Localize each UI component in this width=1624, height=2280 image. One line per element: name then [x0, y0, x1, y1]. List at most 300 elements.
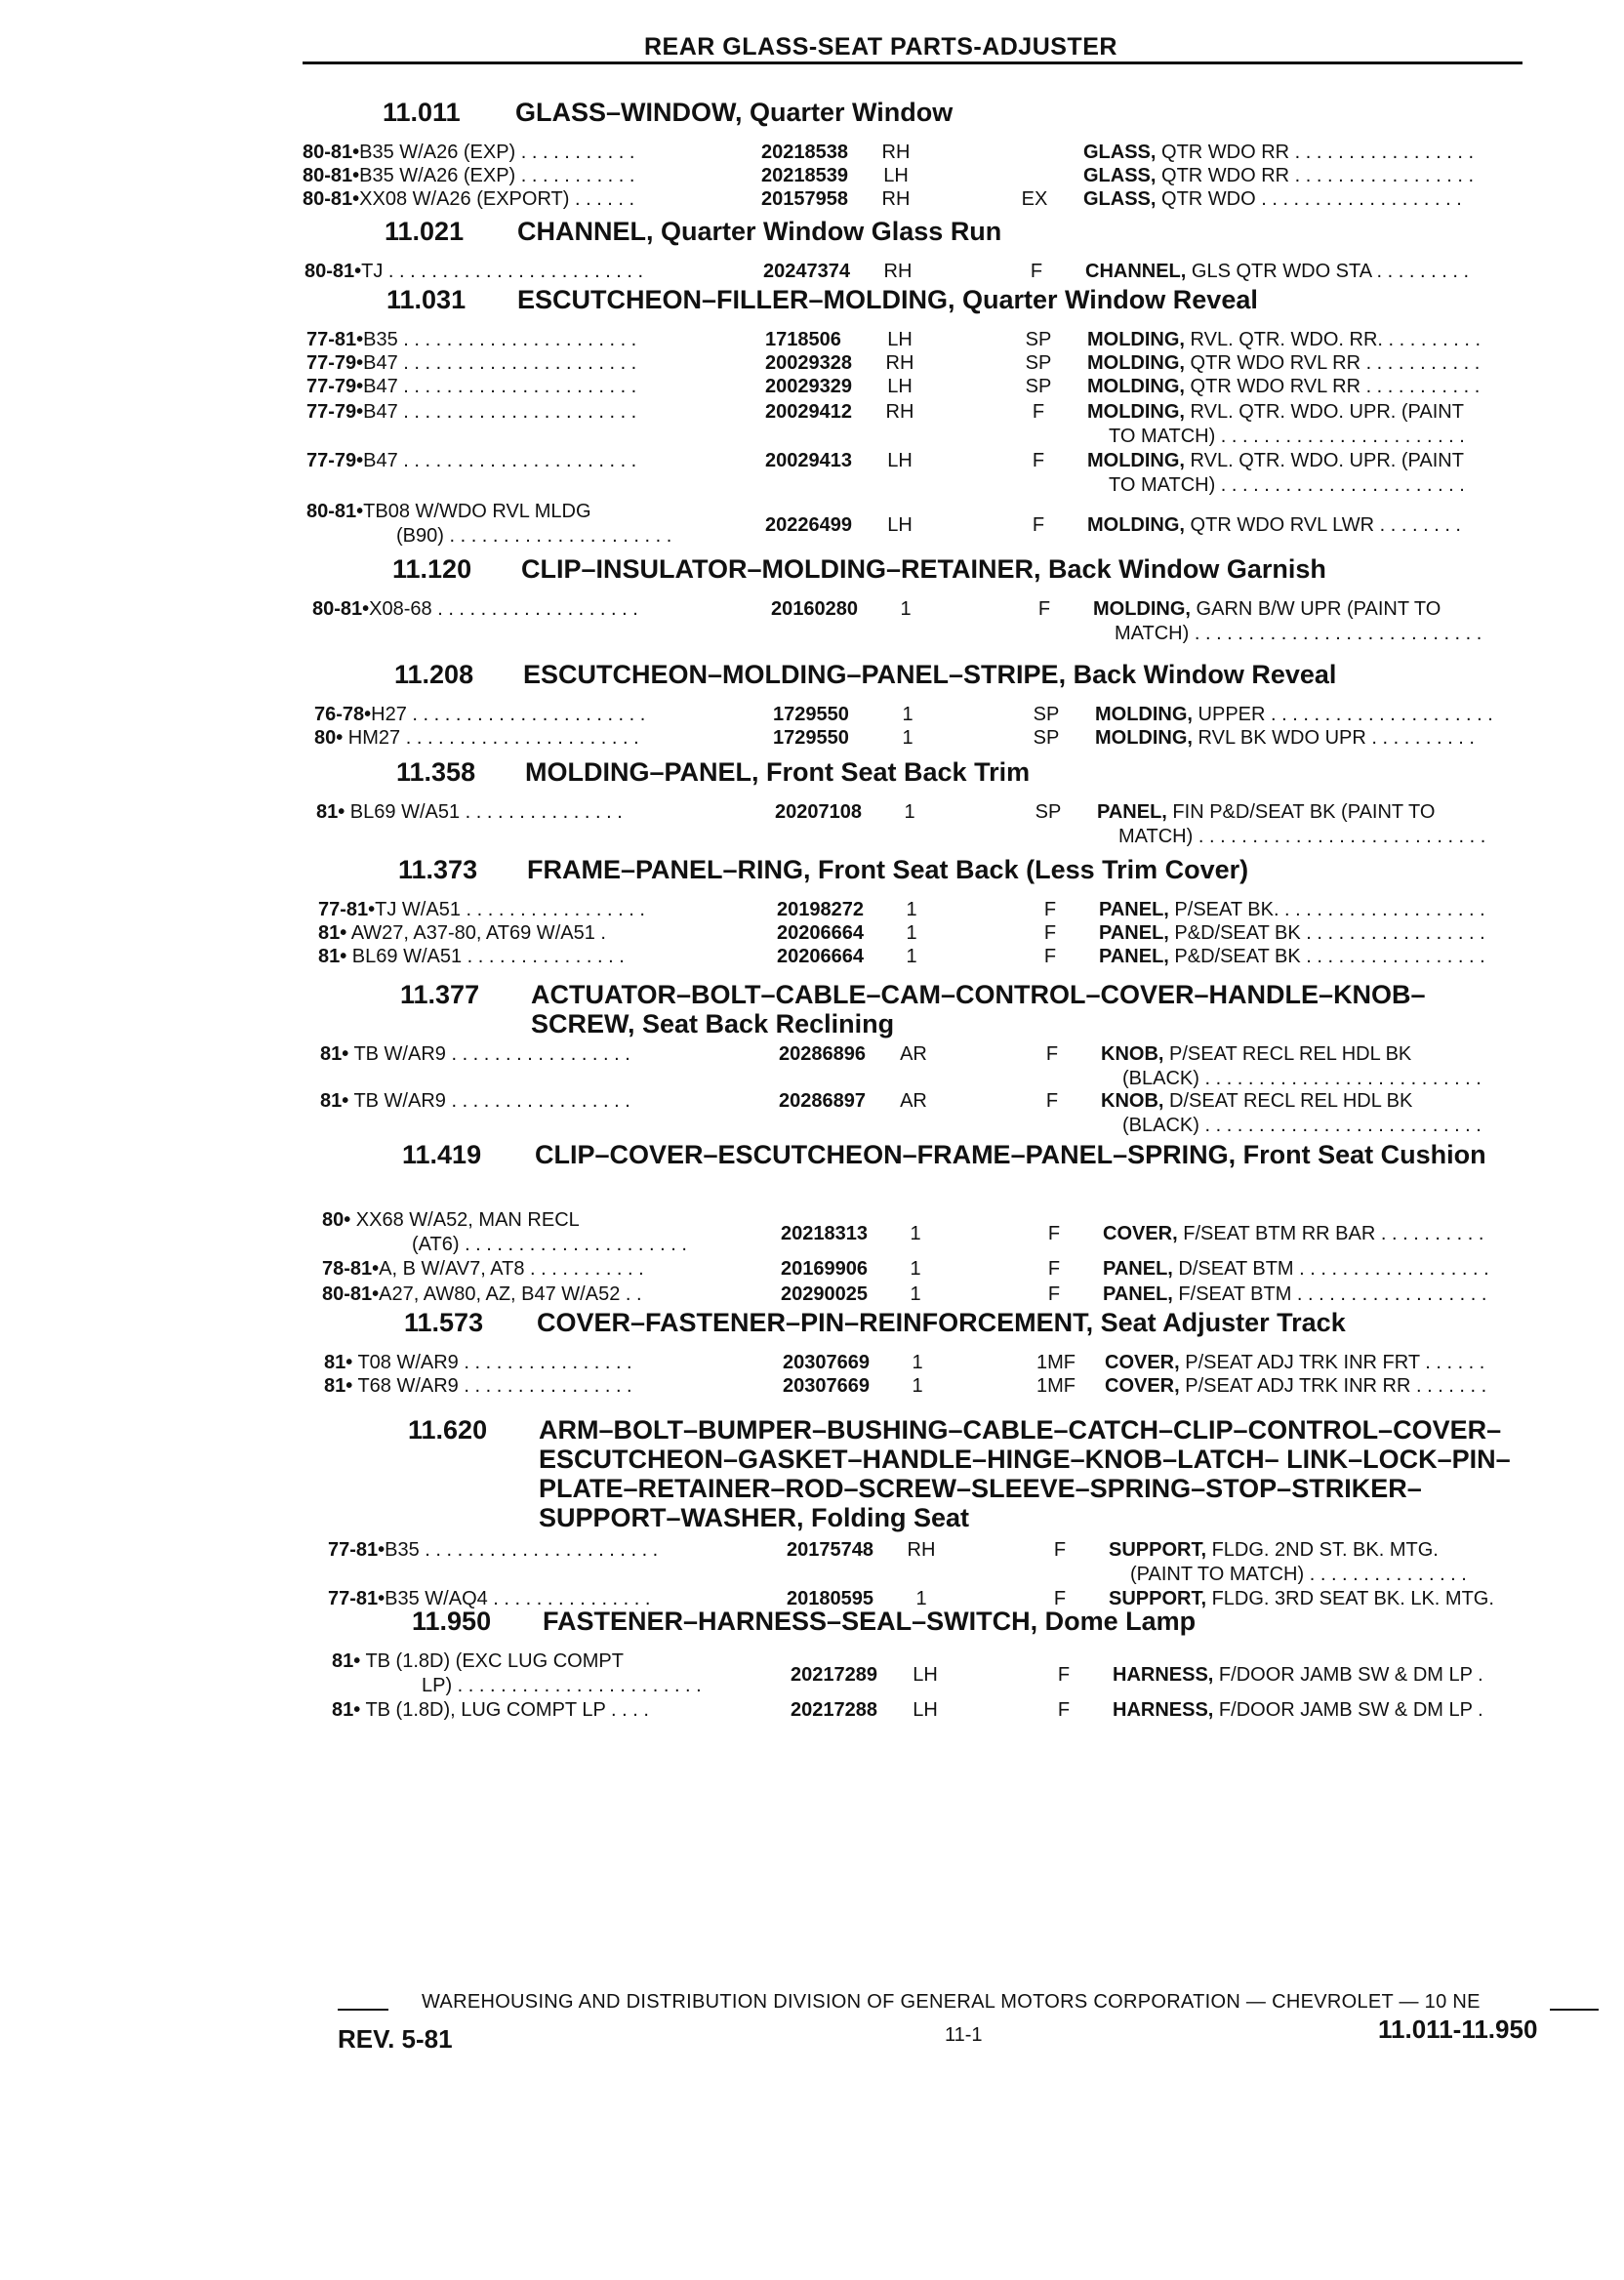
footer-division: WAREHOUSING AND DISTRIBUTION DIVISION OF GENERAL MOTORS CORPORATION — CHEVROLET — 10 NE — [422, 1991, 1481, 2013]
model-year: 80-81• — [303, 165, 360, 186]
part-number: 20180595 — [787, 1588, 873, 1609]
quantity: LH — [887, 329, 913, 350]
model-application — [306, 500, 751, 549]
model-line: 80-81•A27, AW80, AZ, B47 W/A52 . . — [322, 1283, 642, 1305]
model-application — [303, 141, 747, 165]
description-line: SUPPORT, FLDG. 3RD SEAT BK. LK. MTG. — [1109, 1588, 1494, 1609]
model-year: 80-81• — [322, 1283, 380, 1305]
part-row — [0, 1208, 1624, 1255]
section-title: CLIP–COVER–ESCUTCHEON–FRAME–PANEL–SPRING, Front Seat Cushion — [535, 1140, 1486, 1169]
quantity: LH — [883, 165, 909, 186]
description-line: COVER, P/SEAT ADJ TRK INR FRT . . . . . . — [1105, 1352, 1485, 1373]
part-number: 20226499 — [765, 514, 852, 536]
part-description — [1095, 726, 1583, 751]
part-description — [1083, 164, 1571, 188]
quantity: AR — [900, 1090, 927, 1112]
description-line: GLASS, QTR WDO RR . . . . . . . . . . . . . . . . . — [1083, 165, 1475, 186]
source-code: F — [1030, 261, 1043, 282]
part-description — [1087, 400, 1575, 449]
model-year: 81• — [318, 946, 347, 967]
model-line: 77-81•B35 . . . . . . . . . . . . . . . . . . . . . . — [328, 1539, 659, 1561]
description-keyword: MOLDING, — [1087, 450, 1185, 471]
source-code: F — [1032, 450, 1045, 471]
model-application — [318, 898, 762, 922]
model-line: 80-81•TB08 W/WDO RVL MLDG — [306, 501, 591, 522]
description-line: PANEL, FIN P&D/SEAT BK (PAINT TO — [1097, 801, 1436, 823]
description-keyword: GLASS, — [1083, 165, 1157, 186]
model-application — [322, 1208, 766, 1257]
model-line: 80-81•B35 W/A26 (EXP) . . . . . . . . . . . — [303, 165, 635, 186]
description-line: MOLDING, QTR WDO RVL LWR . . . . . . . . — [1087, 514, 1461, 536]
model-year: 81• — [320, 1043, 349, 1065]
section-number: 11.031 — [386, 285, 467, 314]
description-keyword: PANEL, — [1103, 1258, 1173, 1280]
part-row — [0, 726, 1624, 750]
description-keyword: MOLDING, — [1095, 727, 1193, 749]
model-year: 80• — [314, 727, 344, 749]
part-description — [1109, 1538, 1597, 1587]
description-line: GLASS, QTR WDO RR . . . . . . . . . . . . . . . . . — [1083, 142, 1475, 163]
part-row — [0, 351, 1624, 375]
description-line: MATCH) . . . . . . . . . . . . . . . . . . . . . . . . . . . — [1118, 826, 1486, 847]
description-line: PANEL, P&D/SEAT BK . . . . . . . . . . . . . . . . . — [1099, 922, 1485, 944]
model-line: 81• BL69 W/A51 . . . . . . . . . . . . . . . — [318, 946, 625, 967]
section-range: 11.011-11.950 — [1378, 2015, 1538, 2044]
part-description — [1095, 703, 1583, 727]
source-code: SP — [1025, 376, 1052, 397]
part-description — [1099, 898, 1587, 922]
model-year: 77-79• — [306, 450, 364, 471]
description-line: PANEL, P/SEAT BK. . . . . . . . . . . . . . . . . . . . — [1099, 899, 1485, 920]
description-line: MOLDING, RVL BK WDO UPR . . . . . . . . . . — [1095, 727, 1475, 749]
quantity: 1 — [902, 704, 914, 725]
description-line: MOLDING, RVL. QTR. WDO. RR. . . . . . . . . . — [1087, 329, 1481, 350]
model-line: 77-79•B47 . . . . . . . . . . . . . . . . . . . . . . — [306, 450, 637, 471]
section-title: ESCUTCHEON–FILLER–MOLDING, Quarter Window Reveal — [517, 285, 1258, 314]
quantity: LH — [913, 1664, 938, 1686]
part-row — [0, 945, 1624, 968]
section-title: ACTUATOR–BOLT–CABLE–CAM–CONTROL–COVER–HANDLE–KNOB–SCREW, Seat Back Reclining — [531, 980, 1426, 1038]
section-number: 11.620 — [408, 1415, 488, 1445]
part-number: 20286896 — [779, 1043, 866, 1065]
part-row — [0, 597, 1624, 644]
description-line: CHANNEL, GLS QTR WDO STA . . . . . . . . . — [1085, 261, 1470, 282]
model-line: 80-81•X08-68 . . . . . . . . . . . . . . . . . . . — [312, 598, 638, 620]
section-number: 11.120 — [392, 554, 472, 584]
part-description — [1113, 1663, 1601, 1688]
part-description — [1113, 1698, 1601, 1723]
description-line: (BLACK) . . . . . . . . . . . . . . . . . . . . . . . . . . — [1122, 1068, 1482, 1089]
part-number: 20206664 — [777, 922, 864, 944]
model-year: 80• — [322, 1209, 351, 1231]
model-line: 81• TB W/AR9 . . . . . . . . . . . . . . . . . — [320, 1043, 630, 1065]
quantity: 1 — [915, 1588, 927, 1609]
model-line: 77-81•B35 . . . . . . . . . . . . . . . . . . . . . . — [306, 329, 637, 350]
model-line: 80-81•XX08 W/A26 (EXPORT) . . . . . . — [303, 188, 635, 210]
part-row — [0, 1257, 1624, 1281]
quantity: 1 — [910, 1283, 921, 1305]
part-number: 20029328 — [765, 352, 852, 374]
part-description — [1087, 513, 1575, 538]
model-application — [306, 449, 751, 473]
section-title: MOLDING–PANEL, Front Seat Back Trim — [525, 757, 1031, 787]
description-keyword: KNOB, — [1101, 1043, 1164, 1065]
model-year: 81• — [324, 1375, 353, 1397]
model-line: 80• XX68 W/A52, MAN RECL — [322, 1209, 580, 1231]
part-description — [1099, 921, 1587, 946]
model-application — [303, 164, 747, 188]
description-line: MOLDING, RVL. QTR. WDO. UPR. (PAINT — [1087, 450, 1464, 471]
model-year: 77-79• — [306, 352, 364, 374]
part-row — [0, 164, 1624, 187]
section-number: 11.011 — [383, 98, 461, 127]
title-rule — [303, 61, 1522, 64]
quantity: 1 — [906, 946, 917, 967]
quantity: LH — [887, 376, 913, 397]
quantity: 1 — [906, 922, 917, 944]
model-year: 78-81• — [322, 1258, 380, 1280]
model-line: (B90) . . . . . . . . . . . . . . . . . . . . . — [396, 525, 672, 547]
description-keyword: SUPPORT, — [1109, 1539, 1207, 1561]
model-line: 81• TB W/AR9 . . . . . . . . . . . . . . . . . — [320, 1090, 630, 1112]
model-application — [316, 800, 760, 825]
model-application — [314, 703, 758, 727]
description-keyword: COVER, — [1105, 1375, 1180, 1397]
section-title: FRAME–PANEL–RING, Front Seat Back (Less Trim Cover) — [527, 855, 1249, 884]
model-application — [312, 597, 756, 622]
model-application — [306, 328, 751, 352]
part-number: 20160280 — [771, 598, 858, 620]
model-line: 81• BL69 W/A51 . . . . . . . . . . . . . . . — [316, 801, 623, 823]
part-row — [0, 328, 1624, 351]
model-line: 77-81•B35 W/AQ4 . . . . . . . . . . . . . . . — [328, 1588, 651, 1609]
model-year: 81• — [316, 801, 345, 823]
section-number: 11.377 — [400, 980, 480, 1009]
part-row — [0, 1351, 1624, 1374]
part-description — [1105, 1351, 1593, 1375]
model-year: 77-81• — [318, 899, 376, 920]
source-code: EX — [1021, 188, 1048, 210]
part-number: 20218538 — [761, 142, 848, 163]
model-application — [332, 1698, 776, 1723]
part-row — [0, 1538, 1624, 1585]
source-code: F — [1057, 1664, 1071, 1686]
section-title: ESCUTCHEON–MOLDING–PANEL–STRIPE, Back Window Reveal — [523, 660, 1337, 689]
description-keyword: KNOB, — [1101, 1090, 1164, 1112]
part-number: 20307669 — [783, 1352, 870, 1373]
model-year: 81• — [320, 1090, 349, 1112]
model-line: 78-81•A, B W/AV7, AT8 . . . . . . . . . . . — [322, 1258, 644, 1280]
quantity: 1 — [912, 1375, 923, 1397]
description-keyword: MOLDING, — [1087, 514, 1185, 536]
model-application — [322, 1257, 766, 1282]
part-row — [0, 449, 1624, 496]
model-year: 80-81• — [312, 598, 370, 620]
model-application — [320, 1042, 764, 1067]
section-title: FASTENER–HARNESS–SEAL–SWITCH, Dome Lamp — [543, 1607, 1197, 1636]
description-line: MOLDING, QTR WDO RVL RR . . . . . . . . . . . — [1087, 352, 1481, 374]
part-description — [1093, 597, 1581, 646]
part-description — [1103, 1222, 1591, 1246]
part-description — [1083, 141, 1571, 165]
source-code: SP — [1025, 329, 1052, 350]
section-title: CLIP–INSULATOR–MOLDING–RETAINER, Back Window Garnish — [521, 554, 1326, 584]
section-number: 11.419 — [402, 1140, 482, 1169]
part-row — [0, 800, 1624, 847]
section-number: 11.358 — [396, 757, 476, 787]
quantity: 1 — [910, 1258, 921, 1280]
page-title: REAR GLASS-SEAT PARTS-ADJUSTER — [644, 33, 1117, 61]
description-keyword: PANEL, — [1103, 1283, 1173, 1305]
source-code: SP — [1025, 352, 1052, 374]
part-row — [0, 375, 1624, 398]
model-line: 81• T68 W/AR9 . . . . . . . . . . . . . . . . — [324, 1375, 632, 1397]
part-number: 20029329 — [765, 376, 852, 397]
quantity: RH — [881, 142, 911, 163]
model-application — [318, 945, 762, 969]
revision-label: REV. 5-81 — [338, 2024, 453, 2054]
description-line: PANEL, F/SEAT BTM . . . . . . . . . . . . . . . . . . — [1103, 1283, 1487, 1305]
description-line: (PAINT TO MATCH) . . . . . . . . . . . . . . . — [1130, 1564, 1467, 1585]
model-year: 76-78• — [314, 704, 372, 725]
description-keyword: COVER, — [1103, 1223, 1178, 1244]
description-line: MOLDING, UPPER . . . . . . . . . . . . . . . . . . . . . — [1095, 704, 1493, 725]
source-code: F — [1045, 1090, 1059, 1112]
model-application — [306, 375, 751, 399]
part-description — [1101, 1042, 1589, 1091]
part-number: 20218539 — [761, 165, 848, 186]
model-application — [332, 1649, 776, 1698]
quantity: RH — [881, 188, 911, 210]
model-year: 77-79• — [306, 401, 364, 423]
model-year: 81• — [318, 922, 347, 944]
description-line: KNOB, P/SEAT RECL REL HDL BK — [1101, 1043, 1412, 1065]
quantity: AR — [900, 1043, 927, 1065]
part-description — [1083, 187, 1571, 212]
model-line: 76-78•H27 . . . . . . . . . . . . . . . . . . . . . . — [314, 704, 646, 725]
model-application — [304, 260, 749, 284]
page-number: 11-1 — [945, 2024, 983, 2046]
description-keyword: PANEL, — [1099, 922, 1169, 944]
model-line: 80-81•B35 W/A26 (EXP) . . . . . . . . . . . — [303, 142, 635, 163]
model-line: 77-79•B47 . . . . . . . . . . . . . . . . . . . . . . — [306, 401, 637, 423]
part-description — [1087, 328, 1575, 352]
description-keyword: PANEL, — [1097, 801, 1167, 823]
description-line: MOLDING, QTR WDO RVL RR . . . . . . . . . . . — [1087, 376, 1481, 397]
description-keyword: PANEL, — [1099, 899, 1169, 920]
source-code: F — [1053, 1588, 1067, 1609]
source-code: 1MF — [1036, 1375, 1076, 1397]
quantity: RH — [907, 1539, 936, 1561]
part-row — [0, 1089, 1624, 1136]
part-number: 20217288 — [791, 1699, 877, 1721]
source-code: F — [1043, 922, 1057, 944]
description-keyword: GLASS, — [1083, 142, 1157, 163]
quantity: 1 — [900, 598, 912, 620]
source-code: F — [1047, 1223, 1061, 1244]
part-row — [0, 921, 1624, 945]
source-code: F — [1043, 946, 1057, 967]
model-line: 80• HM27 . . . . . . . . . . . . . . . . . . . . . . — [314, 727, 639, 749]
description-line: TO MATCH) . . . . . . . . . . . . . . . . . . . . . . . — [1109, 474, 1465, 496]
part-number: 20247374 — [763, 261, 850, 282]
quantity: RH — [883, 261, 913, 282]
quantity: 1 — [904, 801, 915, 823]
section-title: CHANNEL, Quarter Window Glass Run — [517, 217, 1002, 246]
part-description — [1105, 1374, 1593, 1399]
model-line: 81• T08 W/AR9 . . . . . . . . . . . . . . . . — [324, 1352, 632, 1373]
quantity: LH — [887, 450, 913, 471]
model-year: 77-81• — [328, 1588, 386, 1609]
section-number: 11.950 — [412, 1607, 492, 1636]
model-line: 77-79•B47 . . . . . . . . . . . . . . . . . . . . . . — [306, 352, 637, 374]
description-line: HARNESS, F/DOOR JAMB SW & DM LP . — [1113, 1699, 1483, 1721]
source-code: SP — [1033, 704, 1060, 725]
model-year: 81• — [332, 1699, 361, 1721]
source-code: F — [1037, 598, 1051, 620]
model-application — [306, 400, 751, 425]
description-line: TO MATCH) . . . . . . . . . . . . . . . . . . . . . . . — [1109, 426, 1465, 447]
model-application — [322, 1282, 766, 1307]
part-description — [1085, 260, 1573, 284]
section-number: 11.021 — [385, 217, 465, 246]
model-year: 80-81• — [304, 261, 362, 282]
part-description — [1097, 800, 1585, 849]
quantity: LH — [913, 1699, 938, 1721]
description-keyword: MOLDING, — [1093, 598, 1191, 620]
part-row — [0, 1042, 1624, 1089]
part-row — [0, 1698, 1624, 1722]
description-line: MATCH) . . . . . . . . . . . . . . . . . . . . . . . . . . . — [1115, 623, 1482, 644]
part-number: 1729550 — [773, 704, 849, 725]
source-code: F — [1057, 1699, 1071, 1721]
description-keyword: GLASS, — [1083, 188, 1157, 210]
section-number: 11.208 — [394, 660, 474, 689]
part-description — [1087, 375, 1575, 399]
section-title: COVER–FASTENER–PIN–REINFORCEMENT, Seat Adjuster Track — [537, 1308, 1346, 1337]
part-description — [1103, 1282, 1591, 1307]
description-keyword: MOLDING, — [1087, 401, 1185, 423]
part-row — [0, 400, 1624, 447]
model-year: 80-81• — [303, 188, 360, 210]
part-row — [0, 898, 1624, 921]
source-code: F — [1047, 1258, 1061, 1280]
part-number: 20217289 — [791, 1664, 877, 1686]
model-year: 77-79• — [306, 376, 364, 397]
part-number: 20218313 — [781, 1223, 868, 1244]
description-line: KNOB, D/SEAT RECL REL HDL BK — [1101, 1090, 1413, 1112]
source-code: SP — [1035, 801, 1062, 823]
model-application — [328, 1538, 772, 1563]
model-line: 81• TB (1.8D), LUG COMPT LP . . . . — [332, 1699, 649, 1721]
part-number: 20198272 — [777, 899, 864, 920]
description-line: COVER, P/SEAT ADJ TRK INR RR . . . . . . . — [1105, 1375, 1487, 1397]
description-keyword: PANEL, — [1099, 946, 1169, 967]
model-application — [318, 921, 762, 946]
model-year: 81• — [324, 1352, 353, 1373]
model-year: 77-81• — [328, 1539, 386, 1561]
description-line: MOLDING, RVL. QTR. WDO. UPR. (PAINT — [1087, 401, 1464, 423]
model-year: 80-81• — [303, 142, 360, 163]
part-description — [1099, 945, 1587, 969]
model-year: 77-81• — [306, 329, 364, 350]
description-line: (BLACK) . . . . . . . . . . . . . . . . . . . . . . . . . . — [1122, 1115, 1482, 1136]
model-application — [303, 187, 747, 212]
model-application — [324, 1351, 768, 1375]
part-number: 20206664 — [777, 946, 864, 967]
part-description — [1103, 1257, 1591, 1282]
part-row — [0, 1649, 1624, 1696]
part-description — [1087, 351, 1575, 376]
quantity: 1 — [910, 1223, 921, 1244]
part-number: 20169906 — [781, 1258, 868, 1280]
description-keyword: HARNESS, — [1113, 1699, 1214, 1721]
part-description — [1101, 1089, 1589, 1138]
quantity: RH — [885, 401, 914, 423]
description-line: PANEL, D/SEAT BTM . . . . . . . . . . . . . . . . . . — [1103, 1258, 1489, 1280]
source-code: F — [1043, 899, 1057, 920]
footer-rule-left — [338, 2009, 388, 2011]
part-row — [0, 141, 1624, 164]
part-number: 20290025 — [781, 1283, 868, 1305]
part-row — [0, 500, 1624, 547]
part-row — [0, 1374, 1624, 1398]
section-number: 11.573 — [404, 1308, 484, 1337]
model-line: 81• AW27, A37-80, AT69 W/A51 . — [318, 922, 606, 944]
model-line: 80-81•TJ . . . . . . . . . . . . . . . . . . . . . . . . — [304, 261, 644, 282]
quantity: 1 — [902, 727, 914, 749]
description-keyword: MOLDING, — [1087, 352, 1185, 374]
description-line: SUPPORT, FLDG. 2ND ST. BK. MTG. — [1109, 1539, 1439, 1561]
part-number: 20175748 — [787, 1539, 873, 1561]
part-number: 20307669 — [783, 1375, 870, 1397]
part-number: 20157958 — [761, 188, 848, 210]
section-title: ARM–BOLT–BUMPER–BUSHING–CABLE–CATCH–CLIP–CONTROL–COVER–ESCUTCHEON–GASKET–HANDLE–HINGE–KNOB–LATCH– LINK–LOCK–PIN–PLATE–RETAINER–ROD–SCREW–SLEEVE–SPRING–STOP–STRIKER–SUPPORT–WASHER, Folding Seat — [539, 1415, 1511, 1532]
footer-rule-right — [1550, 2009, 1599, 2011]
part-row — [0, 260, 1624, 283]
model-year: 80-81• — [306, 501, 364, 522]
part-row — [0, 703, 1624, 726]
model-line: (AT6) . . . . . . . . . . . . . . . . . . . . . — [412, 1234, 687, 1255]
model-application — [314, 726, 758, 751]
model-application — [306, 351, 751, 376]
part-number: 20207108 — [775, 801, 862, 823]
section-title: GLASS–WINDOW, Quarter Window — [515, 98, 954, 127]
part-number: 20286897 — [779, 1090, 866, 1112]
part-description — [1087, 449, 1575, 498]
quantity: 1 — [912, 1352, 923, 1373]
model-line: 81• TB (1.8D) (EXC LUG COMPT — [332, 1650, 624, 1672]
description-line: COVER, F/SEAT BTM RR BAR . . . . . . . . . . — [1103, 1223, 1484, 1244]
part-number: 1729550 — [773, 727, 849, 749]
model-line: 77-81•TJ W/A51 . . . . . . . . . . . . . . . . . — [318, 899, 645, 920]
model-application — [324, 1374, 768, 1399]
description-keyword: MOLDING, — [1095, 704, 1193, 725]
description-line: MOLDING, GARN B/W UPR (PAINT TO — [1093, 598, 1441, 620]
part-row — [0, 187, 1624, 211]
source-code: F — [1045, 1043, 1059, 1065]
source-code: F — [1053, 1539, 1067, 1561]
quantity: 1 — [906, 899, 917, 920]
description-keyword: MOLDING, — [1087, 376, 1185, 397]
source-code: F — [1047, 1283, 1061, 1305]
source-code: SP — [1033, 727, 1060, 749]
source-code: F — [1032, 514, 1045, 536]
model-line: 77-79•B47 . . . . . . . . . . . . . . . . . . . . . . — [306, 376, 637, 397]
quantity: LH — [887, 514, 913, 536]
description-line: GLASS, QTR WDO . . . . . . . . . . . . . . . . . . . — [1083, 188, 1462, 210]
section-number: 11.373 — [398, 855, 478, 884]
